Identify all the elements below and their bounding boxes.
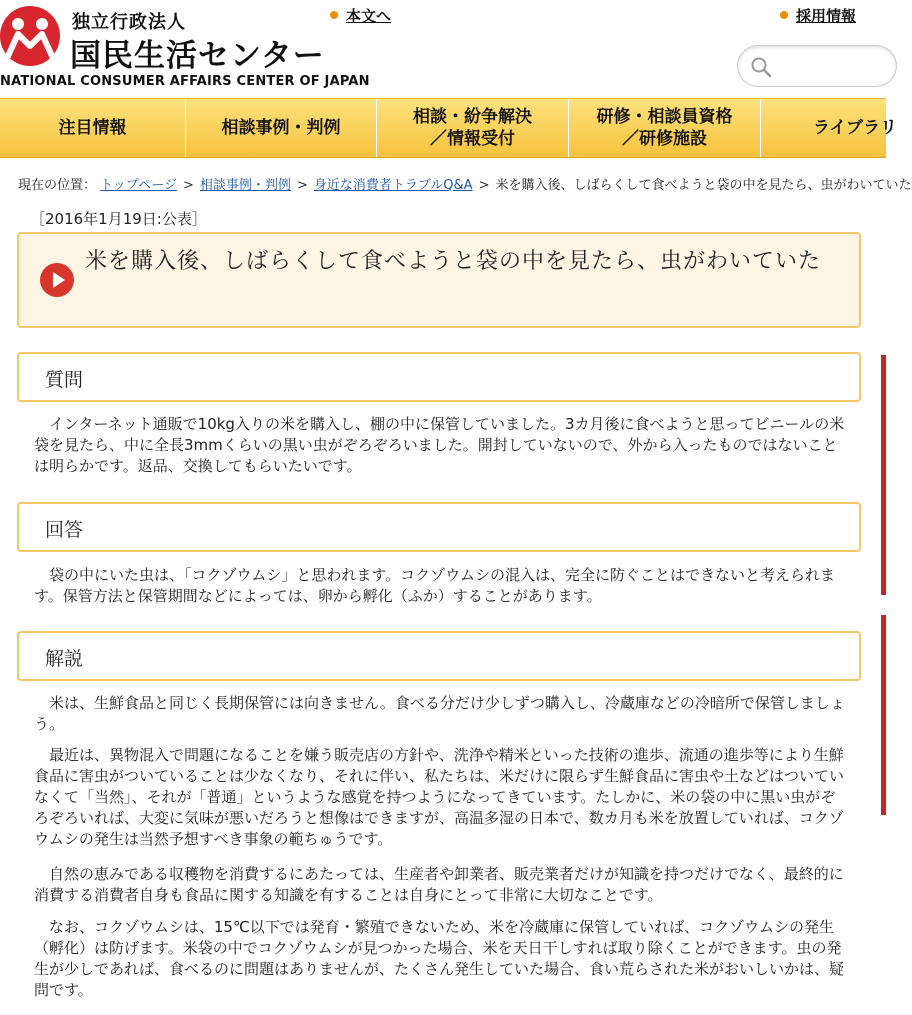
nav-label: 注目情報	[58, 118, 127, 138]
breadcrumb-link-qa[interactable]: 身近な消費者トラブルQ&A	[313, 178, 473, 193]
section-heading-label: 解説	[45, 648, 84, 670]
org-english-name: NATIONAL CONSUMER AFFAIRS CENTER OF JAPAN	[0, 74, 370, 89]
nav-label: 相談・紛争解決 ／情報受付	[413, 107, 532, 149]
nav-label: ライブラリ	[813, 118, 897, 138]
paragraph: 最近は、異物混入で問題になることを嫌う販売店の方針や、洗浄や精米といった技術の進歩、流通の進歩等により生鮮食品に害虫がついていることは少なくなり、それに伴い、私たちは、米だけに限らず生鮮食品に害虫や土などはついていなくて「当然」、それが「普通」というような感覚を持つようになってきています。たしかに、米の袋の中に黒い虫がぞろぞろいれば、大変に気味が悪いだろうと想像はできますが、高温多湿の日本で、数カ月も米を放置していれば、コクゾウムシの発生は当然予想すべき事象の範ちゅうです。	[34, 746, 845, 848]
section-heading-question	[17, 352, 861, 402]
skip-to-content-link[interactable]	[330, 5, 391, 26]
breadcrumb-separator: >	[183, 178, 194, 193]
logo-icon[interactable]	[0, 4, 64, 68]
side-tab-edge[interactable]	[881, 355, 886, 595]
paragraph: 米は、生鮮食品と同じく長期保管には向きません。食べる分だけ少しずつ購入し、冷蔵庫などの冷暗所で保管しましょう。	[34, 694, 845, 733]
recruit-link[interactable]	[780, 5, 856, 26]
breadcrumb-separator: >	[296, 178, 308, 193]
bullet-icon	[780, 11, 788, 19]
breadcrumb-link-top[interactable]: トップページ	[100, 178, 177, 193]
section-heading-label: 回答	[45, 519, 84, 541]
breadcrumb	[18, 174, 912, 193]
search-icon[interactable]	[750, 56, 772, 78]
breadcrumb-prefix: 現在の位置：	[18, 178, 97, 193]
nav-label: 相談事例・判例	[221, 118, 341, 138]
nav-item-featured[interactable]	[0, 99, 186, 157]
play-icon	[39, 262, 75, 298]
paragraph: 自然の恵みである収穫物を消費するにあたっては、生産者や卸業者、販売業者だけが知識を持つだけでなく、最終的に消費する消費者自身も食品に関する知識を有することは自身にとって非常に大切なことです。	[34, 865, 844, 904]
nav-item-consultation[interactable]	[377, 99, 569, 157]
section-heading-explanation	[17, 631, 861, 681]
nav-item-training[interactable]	[569, 99, 761, 157]
paragraph: 袋の中にいた虫は、「コクゾウムシ」と思われます。コクゾウムシの混入は、完全に防ぐことはできないと考えられます。保管方法と保管期間などによっては、卵から孵化（ふか）することがあります。	[34, 566, 836, 605]
org-subtitle: 独立行政法人	[72, 12, 186, 33]
bullet-icon	[330, 11, 338, 19]
nav-label: 研修・相談員資格 ／研修施設	[596, 107, 733, 149]
section-heading-answer	[17, 502, 861, 552]
org-name[interactable]: 国民生活センター	[70, 38, 325, 74]
site-header	[0, 0, 886, 98]
search-input[interactable]	[737, 45, 897, 87]
page-title: 米を購入後、しばらくして食べようと袋の中を見たら、虫がわいていた	[85, 249, 822, 274]
breadcrumb-current: 米を購入後、しばらくして食べようと袋の中を見たら、虫がわいていた	[495, 178, 912, 193]
publish-date: ［2016年1月19日:公表］	[30, 210, 207, 228]
nav-item-library[interactable]	[761, 99, 911, 157]
article-title-box	[17, 232, 861, 328]
breadcrumb-separator: >	[478, 178, 490, 193]
recruit-link-label: 採用情報	[796, 7, 857, 25]
breadcrumb-link-cases[interactable]: 相談事例・判例	[199, 178, 291, 193]
skip-link-label: 本文へ	[346, 7, 392, 25]
nav-item-cases[interactable]	[186, 99, 377, 157]
paragraph: なお、コクゾウムシは、15℃以下では発育・繁殖できないため、米を冷蔵庫に保管していれば、コクゾウムシの発生（孵化）は防げます。米袋の中でコクゾウムシが見つかった場合、米を天日干しすれば取り除くことができます。虫の発生が少しであれば、食べるのに問題はありませんが、たくさん発生していた場合、食い荒らされた米がおいしいかは、疑問です。	[34, 918, 845, 999]
global-nav	[0, 98, 897, 158]
paragraph: インターネット通販で10kg入りの米を購入し、棚の中に保管していました。3カ月後に食べようと思ってビニールの米袋を見たら、中に全長3mmくらいの黒い虫がぞろぞろいました。開封していないので、外から入ったものではないことは明らかです。返品、交換してもらいたいです。	[34, 415, 845, 475]
section-heading-label: 質問	[45, 369, 84, 391]
side-tab-edge[interactable]	[881, 615, 886, 815]
